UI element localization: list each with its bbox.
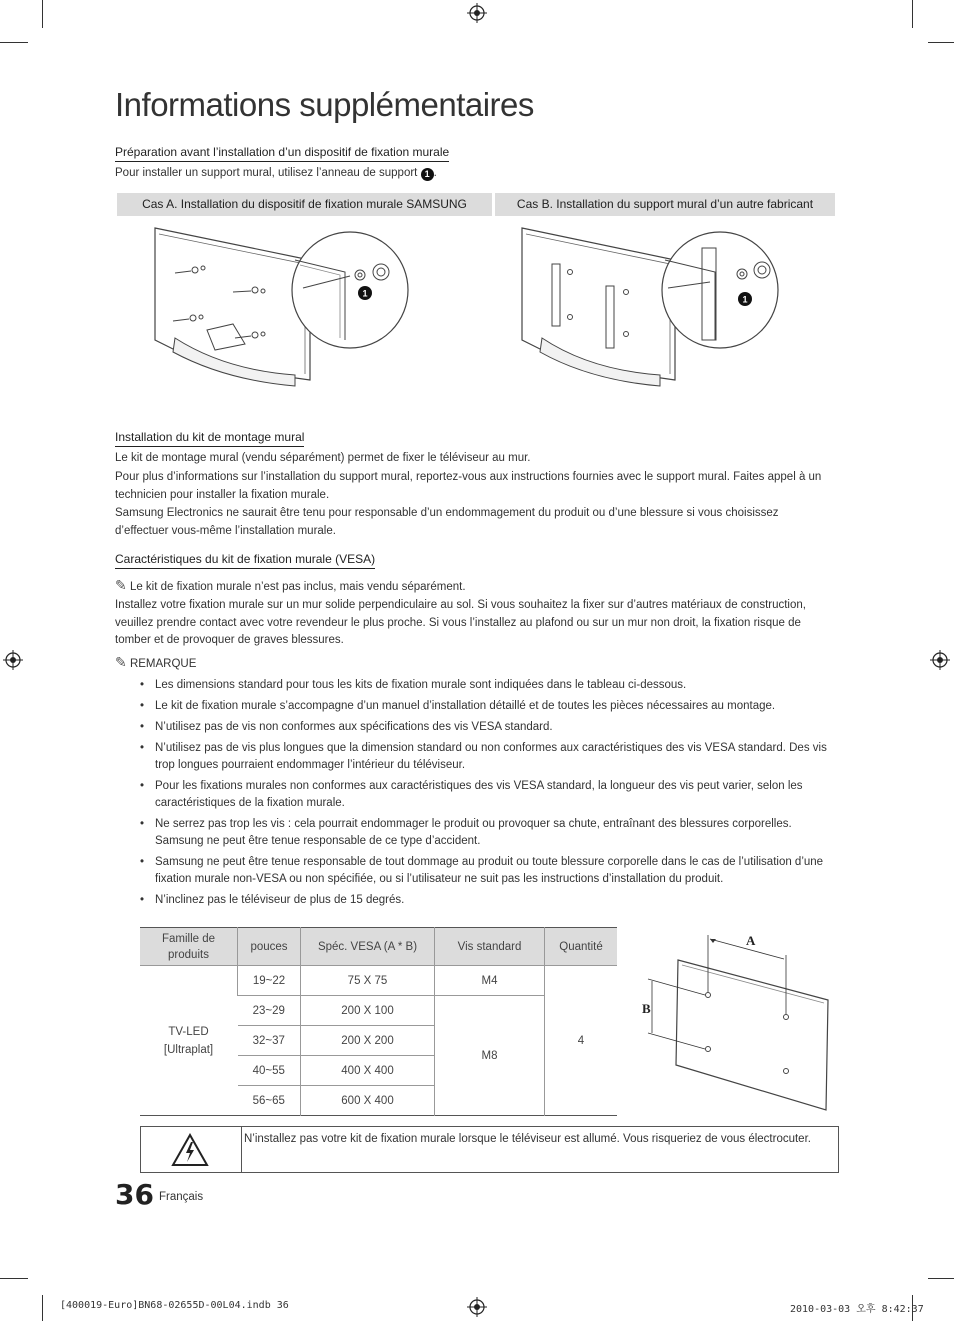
- table-header: Vis standard: [435, 928, 545, 966]
- crop-mark: [42, 0, 43, 28]
- section-heading-preparation: Préparation avant l’installation d’un dispositif de fixation murale: [115, 145, 449, 162]
- vesa-dimension-diagram: [638, 925, 838, 1115]
- footer-timestamp: 2010-03-03 오후 8:42:37: [790, 1304, 924, 1315]
- list-item: • Ne serrez pas trop les vis : cela pourrait endommager le produit ou provoquer sa chute, entraînant des blessures corporelles. Samsung ne peut être tenue responsable de ce type d’accident.: [140, 816, 830, 850]
- table-cell: 200 X 100: [301, 996, 435, 1026]
- crop-mark: [928, 1278, 954, 1279]
- table-cell: 400 X 400: [301, 1056, 435, 1086]
- remark-label: ✎ REMARQUE: [115, 654, 197, 670]
- list-item: • Les dimensions standard pour tous les kits de fixation murale sont indiquées dans le tableau ci-dessous.: [140, 677, 830, 694]
- table-cell: 600 X 400: [301, 1086, 435, 1116]
- list-item: • N’inclinez pas le téléviseur de plus de 15 degrés.: [140, 892, 830, 909]
- list-item: • Le kit de fixation murale s’accompagne d’un manuel d’installation détaillé et de toutes les pièces nécessaires au montage.: [140, 698, 830, 715]
- page-number: 36: [115, 1178, 154, 1211]
- table-cell-quantity: 4: [545, 966, 618, 1116]
- case-a-header: Cas A. Installation du dispositif de fixation murale SAMSUNG: [117, 193, 492, 216]
- crop-mark: [928, 42, 954, 43]
- table-cell: 56~65: [238, 1086, 301, 1116]
- list-item: • Samsung ne peut être tenue responsable de tout dommage au produit ou toute blessure corporelle dans le cas de l’utilisation d’une fixation murale non-VESA ou non spécifiée, ou si l’utilisateur ne suit pas les instructions d’installation du produit.: [140, 854, 830, 888]
- registration-mark-icon: [3, 650, 23, 670]
- kit-paragraph-2: Pour plus d’informations sur l’installation du support mural, reportez-vous aux instructions fournies avec le support mural. Faites appel à un technicien pour installer la fixation murale.: [115, 471, 822, 501]
- section-heading-vesa: Caractéristiques du kit de fixation murale (VESA): [115, 552, 375, 569]
- table-cell: 40~55: [238, 1056, 301, 1086]
- table-header-row: [140, 928, 617, 966]
- electric-shock-warning-icon: [171, 1133, 209, 1167]
- prep-text: Pour installer un support mural, utilisez l’anneau de support 1 .: [115, 167, 437, 179]
- vesa-paragraph: Installez votre fixation murale sur un mur solide perpendiculaire au sol. Si vous souhaitez la fixer sur d’autres matériaux de construction, veuillez prendre contact avec votre revendeur le plus proche. Si vous l’installez au plafond ou sur un mur non droit, la fixation risque de tomber et de provoquer de graves blessures.: [115, 599, 806, 646]
- table-row: [140, 966, 617, 996]
- diagram-label-a: A: [746, 933, 756, 948]
- warning-text: N’installez pas votre kit de fixation murale lorsque le téléviseur est allumé. Vous risqueriez de vous électrocuter.: [244, 1133, 811, 1145]
- crop-mark: [0, 1278, 28, 1279]
- list-item: • Pour les fixations murales non conformes aux caractéristiques des vis VESA standard, la longueur des vis peut varier, selon les caractéristiques de la fixation murale.: [140, 778, 830, 812]
- case-b-illustration: [510, 220, 790, 395]
- kit-paragraph-3: Samsung Electronics ne saurait être tenu pour responsable d’un endommagement du produit ou d’une blessure si vous choisissez d’effectuer vous-même l’installation murale.: [115, 507, 779, 537]
- diagram-label-b: B: [642, 1001, 651, 1016]
- table-header: Famille de produits: [140, 928, 238, 966]
- kit-paragraph-1: Le kit de montage mural (vendu séparément) permet de fixer le téléviseur au mur.: [115, 452, 531, 464]
- registration-mark-icon: [467, 1297, 487, 1317]
- page-language: Français: [159, 1191, 204, 1203]
- table-header: Spéc. VESA (A * B): [301, 928, 435, 966]
- table-cell-family: TV-LED [Ultraplat]: [140, 966, 238, 1116]
- table-cell: M4: [435, 966, 545, 996]
- table-cell: 200 X 200: [301, 1026, 435, 1056]
- table-header: pouces: [238, 928, 301, 966]
- pencil-note-icon: ✎: [115, 654, 127, 670]
- footer-file-info: [400019-Euro]BN68-02655D-00L04.indb 36: [60, 1300, 289, 1311]
- table-header: Quantité: [545, 928, 618, 966]
- case-b-header: Cas B. Installation du support mural d’un autre fabricant: [495, 193, 835, 216]
- case-a-illustration: [145, 220, 415, 395]
- list-item: • N’utilisez pas de vis plus longues que la dimension standard ou non conformes aux caractéristiques des vis VESA standard. Des vis trop longues pourraient endommager l’intérieur du téléviseur.: [140, 740, 830, 774]
- table-cell: 32~37: [238, 1026, 301, 1056]
- support-ring-marker: 1: [421, 168, 434, 181]
- registration-mark-icon: [467, 3, 487, 23]
- table-cell: 75 X 75: [301, 966, 435, 996]
- table-cell: 23~29: [238, 996, 301, 1026]
- crop-mark: [0, 42, 28, 43]
- vesa-spec-table: [140, 927, 617, 1116]
- table-cell: M8: [435, 996, 545, 1116]
- case-b-callout: 1: [742, 294, 748, 305]
- crop-mark: [42, 1295, 43, 1321]
- warning-divider: [241, 1127, 242, 1172]
- page-title: Informations supplémentaires: [115, 86, 534, 123]
- table-cell: 19~22: [238, 966, 301, 996]
- vesa-note-1: ✎ Le kit de fixation murale n’est pas inclus, mais vendu séparément.: [115, 577, 466, 593]
- case-a-callout: 1: [362, 288, 368, 299]
- section-heading-kit: Installation du kit de montage mural: [115, 430, 304, 447]
- warning-box: [140, 1126, 839, 1173]
- remark-list: [140, 677, 830, 913]
- pencil-note-icon: ✎: [115, 577, 127, 593]
- registration-mark-icon: [930, 650, 950, 670]
- list-item: • N’utilisez pas de vis non conformes aux spécifications des vis VESA standard.: [140, 719, 830, 736]
- crop-mark: [912, 0, 913, 28]
